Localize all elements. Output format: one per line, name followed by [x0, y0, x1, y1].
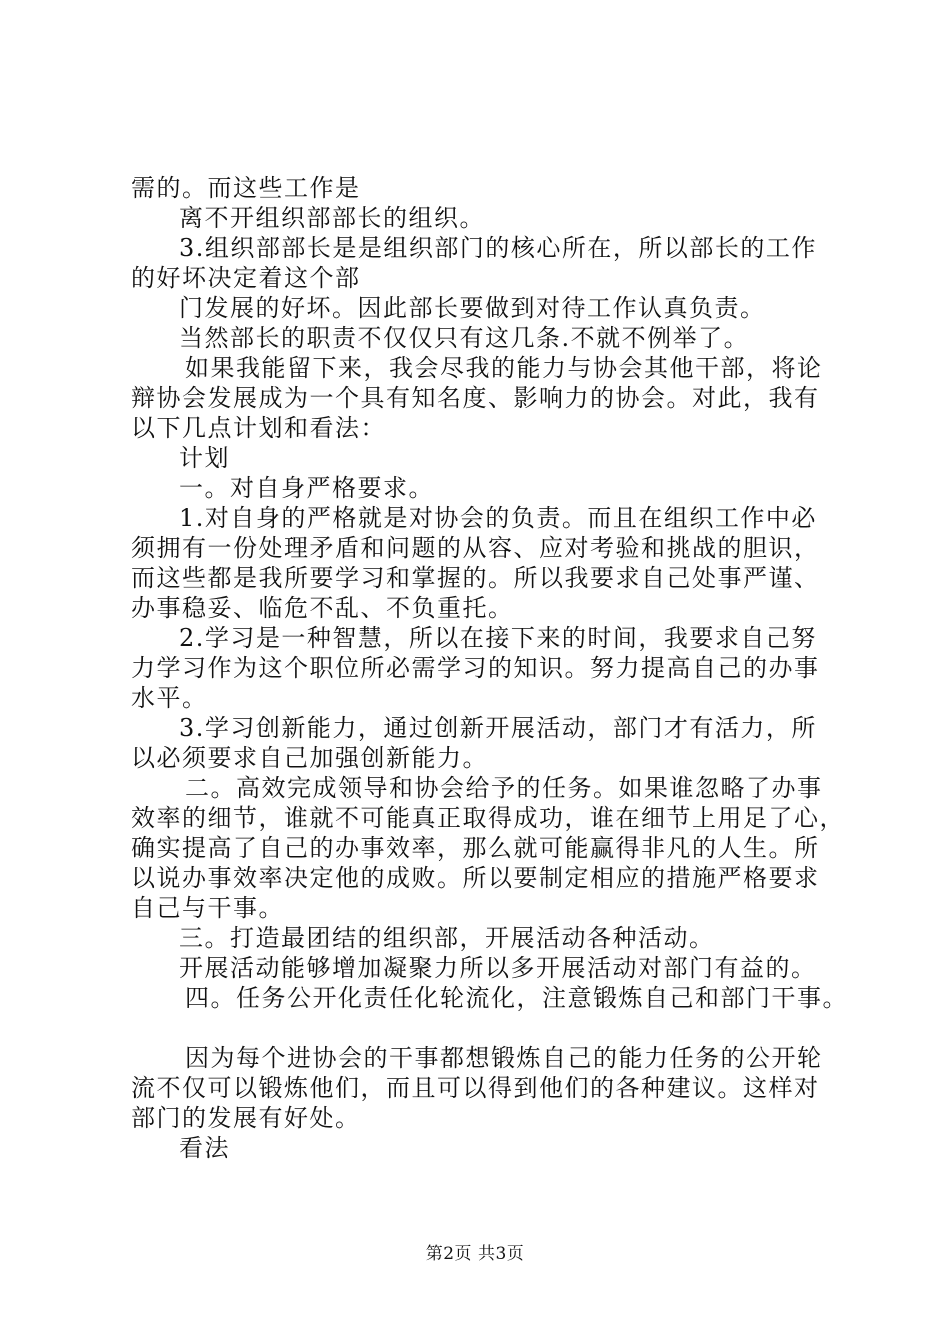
text-line: 因为每个进协会的干事都想锻炼自己的能力任务的公开轮	[185, 1044, 823, 1072]
page-number-label: 第2页 共3页	[425, 1244, 525, 1264]
text-line: 须拥有一份处理矛盾和问题的从容、应对考验和挑战的胆识，	[131, 534, 820, 562]
text-line: 辩协会发展成为一个具有知名度、影响力的协会。对此，我有	[131, 384, 820, 412]
text-line: 需的。而这些工作是	[131, 174, 361, 202]
text-line: 一。对自身严格要求。	[179, 474, 434, 502]
text-line: 确实提高了自己的办事效率，那么就可能赢得非凡的人生。所	[131, 834, 820, 862]
text-line: 以下几点计划和看法：	[131, 414, 386, 442]
text-line: 而这些都是我所要学习和掌握的。所以我要求自己处事严谨、	[131, 564, 820, 592]
text-line: 离不开组织部部长的组织。	[179, 204, 485, 232]
text-line: 3.组织部部长是是组织部门的核心所在，所以部长的工作	[179, 234, 817, 262]
document-body	[131, 173, 851, 1163]
text-line: 效率的细节，谁就不可能真正取得成功，谁在细节上用足了心，	[131, 804, 845, 832]
text-line: 办事稳妥、临危不乱、不负重托。	[131, 594, 514, 622]
text-line: 流不仅可以锻炼他们，而且可以得到他们的各种建议。这样对	[131, 1074, 820, 1102]
text-line: 以说办事效率决定他的成败。所以要制定相应的措施严格要求	[131, 864, 820, 892]
text-line: 的好坏决定着这个部	[131, 264, 361, 292]
text-line: 如果我能留下来，我会尽我的能力与协会其他干部，将论	[185, 354, 823, 382]
text-line: 以必须要求自己加强创新能力。	[131, 744, 488, 772]
text-line: 2.学习是一种智慧，所以在接下来的时间，我要求自己努	[179, 624, 817, 652]
text-line: 四。任务公开化责任化轮流化，注意锻炼自己和部门干事。	[185, 984, 848, 1012]
text-line: 水平。	[131, 684, 208, 712]
paragraph-gap	[131, 1013, 851, 1043]
text-line: 力学习作为这个职位所必需学习的知识。努力提高自己的办事	[131, 654, 820, 682]
text-line: 当然部长的职责不仅仅只有这几条.不就不例举了。	[179, 324, 750, 352]
text-line: 二。高效完成领导和协会给予的任务。如果谁忽略了办事	[185, 774, 823, 802]
text-line: 3.学习创新能力，通过创新开展活动，部门才有活力，所	[179, 714, 817, 742]
text-line: 1.对自身的严格就是对协会的负责。而且在组织工作中必	[179, 504, 817, 532]
page-footer	[0, 1243, 950, 1265]
text-line: 自己与干事。	[131, 894, 284, 922]
text-line: 部门的发展有好处。	[131, 1104, 361, 1132]
text-line: 计划	[179, 444, 230, 472]
text-line: 开展活动能够增加凝聚力所以多开展活动对部门有益的。	[179, 954, 817, 982]
text-line: 三。打造最团结的组织部，开展活动各种活动。	[179, 924, 715, 952]
text-line: 门发展的好坏。因此部长要做到对待工作认真负责。	[179, 294, 766, 322]
text-line: 看法	[179, 1134, 230, 1162]
